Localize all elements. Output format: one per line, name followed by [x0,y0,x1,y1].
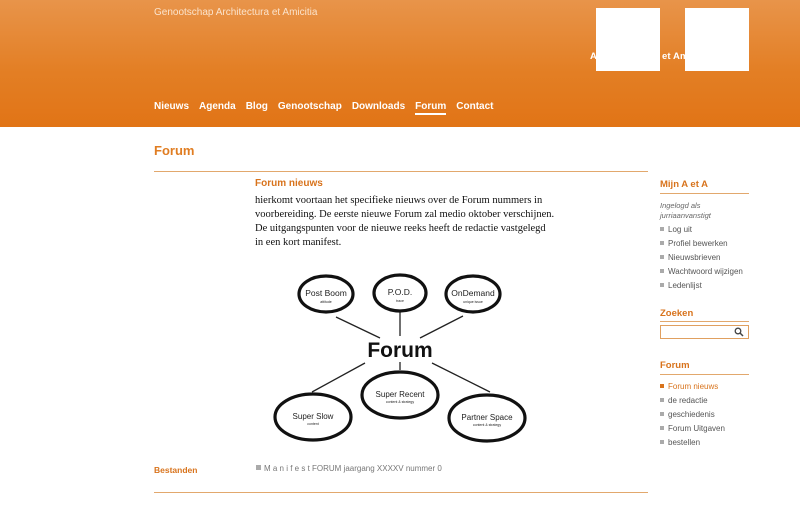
bullet-icon [660,398,664,402]
sidebar-item-label: geschiedenis [668,410,715,419]
content-bottom-divider [154,492,648,493]
sidebar-divider [660,321,749,322]
sidebar-item-label: Ledenlijst [668,281,702,290]
page-title: Forum [154,143,195,158]
sidebar-item-ledenlijst[interactable] [660,279,743,293]
bullet-icon [660,241,664,245]
forum-menu [660,380,725,450]
site-header [0,0,800,127]
bullet-icon [660,227,664,231]
sidebar-item-label: Forum nieuws [668,382,719,391]
main-nav [154,101,504,115]
sidebar-heading-search: Zoeken [660,308,694,319]
sidebar-heading-account: Mijn A et A [660,179,709,190]
diagram-connector [432,363,490,392]
diagram-node-title: Post Boom [305,288,347,298]
file-bullet-icon [256,465,261,470]
sidebar-divider [660,193,749,194]
sidebar-item-label: Nieuwsbrieven [668,253,721,262]
sidebar-item-label: Forum Uitgaven [668,424,725,433]
logo-word-architectura: Architectura [590,51,648,62]
sidebar-item-label: Wachtwoord wijzigen [668,267,743,276]
diagram-node-subtitle: content & strategy [385,400,415,404]
logged-in-label: Ingelogd als [660,201,701,210]
nav-item-contact[interactable]: Contact [456,101,494,112]
diagram-node-title: Super Recent [375,390,425,399]
sidebar-item-label: Log uit [668,225,693,234]
sidebar-item-label: de redactie [668,396,708,405]
bullet-icon [660,255,664,259]
article-heading: Forum nieuws [255,178,323,189]
sidebar-item-label: bestellen [668,438,701,447]
sidebar-item-log-uit[interactable] [660,223,743,237]
nav-item-forum[interactable]: Forum [415,101,446,115]
bullet-icon [660,440,664,444]
bullet-icon [660,426,664,430]
nav-item-nieuws[interactable]: Nieuws [154,101,190,112]
search-box [660,325,749,339]
sidebar-item-wachtwoord-wijzigen[interactable] [660,265,743,279]
file-link-label: M a n i f e s t FORUM jaargang XXXXV nummer 0 [264,464,442,473]
diagram-center-label: Forum [367,339,433,362]
bullet-icon [660,412,664,416]
search-input[interactable] [663,327,731,337]
nav-item-downloads[interactable]: Downloads [351,101,406,112]
sidebar-item-bestellen[interactable] [660,436,725,450]
site-name[interactable]: Genootschap Architectura et Amicitia [154,7,318,18]
file-link-manifest[interactable] [256,464,442,473]
logo-word-et-amicitia: et Amicitia [662,51,711,62]
sidebar-item-forum-uitgaven[interactable] [660,422,725,436]
forum-diagram [270,270,530,448]
sidebar-item-de-redactie[interactable] [660,394,725,408]
diagram-connector [420,316,463,338]
content-top-divider [154,171,648,172]
diagram-node-subtitle: trace [396,299,404,303]
diagram-connector [312,363,365,392]
nav-item-genootschap[interactable]: Genootschap [277,101,342,112]
diagram-connector [336,317,380,338]
diagram-node-title: OnDemand [451,288,495,298]
diagram-node-title: Partner Space [461,413,513,422]
diagram-node-subtitle: content [307,422,319,426]
sidebar-item-geschiedenis[interactable] [660,408,725,422]
diagram-node-subtitle: unique issue [463,300,483,304]
bullet-icon [660,384,664,388]
sidebar-item-forum-nieuws[interactable] [660,380,725,394]
sidebar-item-profiel-bewerken[interactable] [660,237,743,251]
sidebar-heading-forum: Forum [660,360,690,371]
nav-item-agenda[interactable]: Agenda [199,101,236,112]
search-icon[interactable] [734,327,744,337]
diagram-node-subtitle: content & strategy [472,423,502,427]
logged-in-username: jurriaanvanstigt [660,210,711,220]
sidebar-item-label: Profiel bewerken [668,239,728,248]
sidebar-divider [660,374,749,375]
article-body: hierkomt voortaan het specifieke nieuws over de Forum nummers in voorbereiding. De eerste nieuwe Forum zal medio oktober verschijnen. De uitgangspunten voor de nieuwe reeks heeft de redactie vastgelegd in een kort manifest. [255,195,555,248]
files-label: Bestanden [154,465,198,475]
nav-item-blog[interactable]: Blog [245,101,268,112]
account-menu [660,223,743,293]
bullet-icon [660,283,664,287]
diagram-node-title: P.O.D. [387,287,413,297]
logged-in-info [660,201,711,220]
bullet-icon [660,269,664,273]
diagram-node-title: Super Slow [292,412,334,421]
diagram-node-subtitle: attitude [320,300,332,304]
sidebar-item-nieuwsbrieven[interactable] [660,251,743,265]
